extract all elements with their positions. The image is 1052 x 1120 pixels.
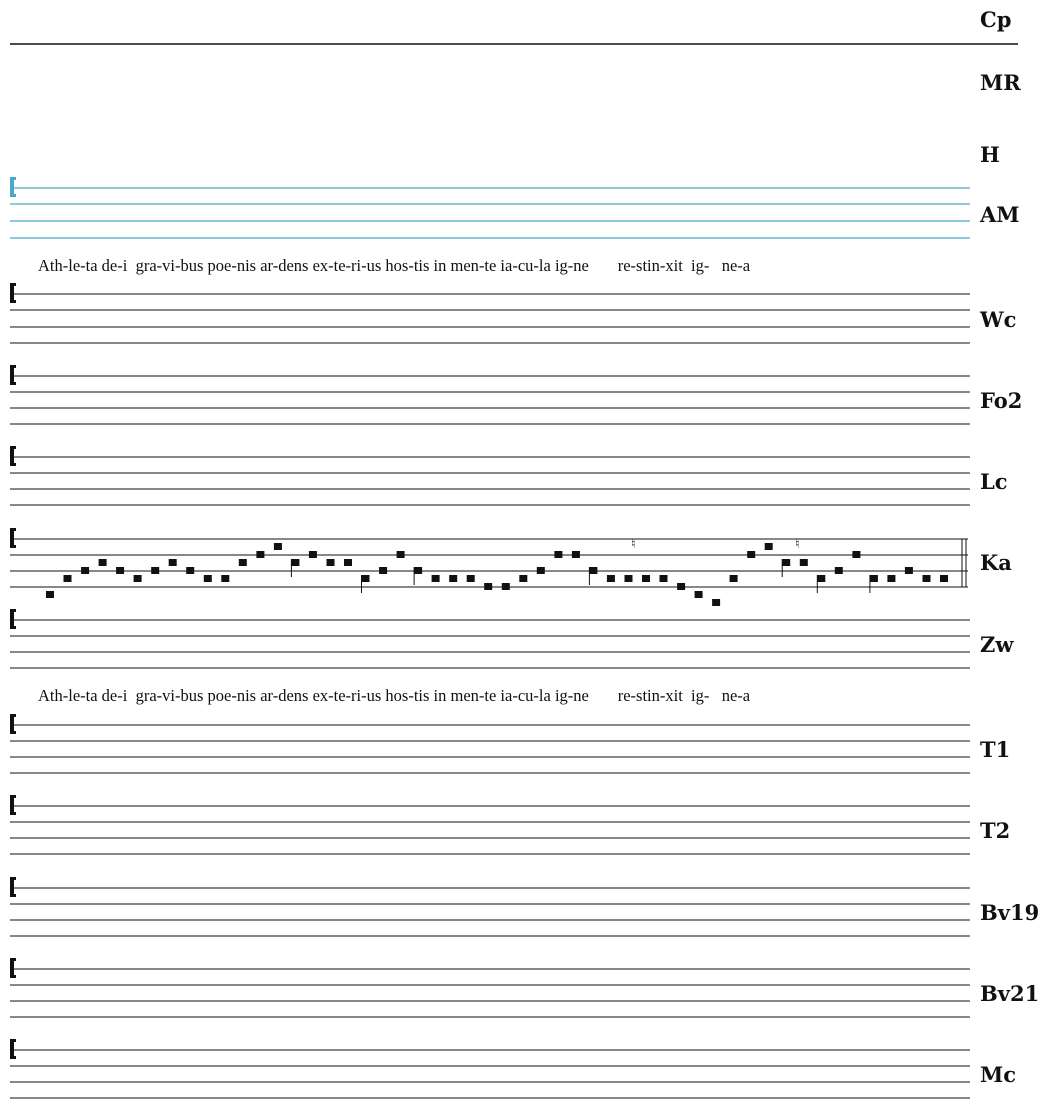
c-clef-icon bbox=[10, 528, 16, 548]
staff-t2[interactable] bbox=[10, 795, 970, 854]
siglum-t2[interactable]: T2 bbox=[980, 818, 1011, 843]
square-neume-icon bbox=[204, 575, 212, 582]
square-neume-icon bbox=[432, 575, 440, 582]
siglum-am[interactable]: AM bbox=[980, 202, 1020, 227]
staff-t1[interactable] bbox=[10, 714, 970, 773]
square-neume-icon bbox=[625, 575, 633, 582]
b-flat-icon: ♮ bbox=[631, 537, 636, 552]
c-clef-icon bbox=[10, 958, 16, 978]
square-neume-icon bbox=[765, 543, 773, 550]
c-clef-icon bbox=[10, 446, 16, 466]
ka-neumes bbox=[46, 543, 948, 606]
square-neume-icon bbox=[519, 575, 527, 582]
square-neume-icon bbox=[887, 575, 895, 582]
b-flat-icon: ♮ bbox=[795, 537, 800, 552]
c-clef-icon bbox=[10, 609, 16, 629]
square-neume-icon bbox=[905, 567, 913, 574]
square-neume-icon bbox=[99, 559, 107, 566]
square-neume-icon bbox=[116, 567, 124, 574]
square-neume-icon bbox=[291, 559, 299, 566]
square-neume-icon bbox=[677, 583, 685, 590]
square-neume-icon bbox=[554, 551, 562, 558]
square-neume-icon bbox=[642, 575, 650, 582]
c-clef-icon bbox=[10, 877, 16, 897]
siglum-cp[interactable]: Cp bbox=[980, 7, 1012, 32]
siglum-bv21[interactable]: Bv21 bbox=[980, 981, 1040, 1006]
square-neume-icon bbox=[256, 551, 264, 558]
siglum-mr[interactable]: MR bbox=[980, 70, 1021, 95]
c-clef-icon bbox=[10, 795, 16, 815]
siglum-lc[interactable]: Lc bbox=[980, 469, 1008, 494]
square-neume-icon bbox=[747, 551, 755, 558]
staff-zw[interactable] bbox=[10, 609, 970, 668]
c-clef-icon bbox=[10, 365, 16, 385]
c-clef-icon bbox=[10, 714, 16, 734]
square-neume-icon bbox=[379, 567, 387, 574]
square-neume-icon bbox=[537, 567, 545, 574]
square-neume-icon bbox=[362, 575, 370, 582]
staff-fo2[interactable] bbox=[10, 365, 970, 424]
siglum-zw[interactable]: Zw bbox=[980, 632, 1014, 657]
siglum-bv19[interactable]: Bv19 bbox=[980, 900, 1040, 925]
square-neume-icon bbox=[414, 567, 422, 574]
staff-lc[interactable] bbox=[10, 446, 970, 505]
square-neume-icon bbox=[607, 575, 615, 582]
square-neume-icon bbox=[327, 559, 335, 566]
square-neume-icon bbox=[589, 567, 597, 574]
c-clef-icon bbox=[10, 283, 16, 303]
square-neume-icon bbox=[502, 583, 510, 590]
square-neume-icon bbox=[151, 567, 159, 574]
square-neume-icon bbox=[64, 575, 72, 582]
square-neume-icon bbox=[852, 551, 860, 558]
siglum-fo2[interactable]: Fo2 bbox=[980, 388, 1023, 413]
square-neume-icon bbox=[835, 567, 843, 574]
c-clef-icon bbox=[10, 177, 16, 197]
square-neume-icon bbox=[81, 567, 89, 574]
square-neume-icon bbox=[239, 559, 247, 566]
square-neume-icon bbox=[274, 543, 282, 550]
square-neume-icon bbox=[660, 575, 668, 582]
staff-bv21[interactable] bbox=[10, 958, 970, 1017]
lyrics-line-2: Ath-le-ta de-i gra-vi-bus poe-nis ar-dens ex-te-ri-us hos-tis in men-te ia-cu-la ig-ne re-stin-xit ig- ne-a bbox=[38, 686, 751, 705]
square-neume-icon bbox=[344, 559, 352, 566]
siglum-mc[interactable]: Mc bbox=[980, 1062, 1017, 1087]
square-neume-icon bbox=[169, 559, 177, 566]
square-neume-icon bbox=[572, 551, 580, 558]
siglum-wc[interactable]: Wc bbox=[980, 307, 1017, 332]
lyrics-line-1: Ath-le-ta de-i gra-vi-bus poe-nis ar-dens ex-te-ri-us hos-tis in men-te ia-cu-la ig-ne re-stin-xit ig- ne-a bbox=[38, 256, 751, 275]
staff-bv19[interactable] bbox=[10, 877, 970, 936]
staff-wc[interactable] bbox=[10, 283, 970, 343]
square-neume-icon bbox=[397, 551, 405, 558]
square-neume-icon bbox=[449, 575, 457, 582]
siglum-h[interactable]: H bbox=[980, 142, 1000, 167]
square-neume-icon bbox=[46, 591, 54, 598]
square-neume-icon bbox=[800, 559, 808, 566]
square-neume-icon bbox=[484, 583, 492, 590]
square-neume-icon bbox=[134, 575, 142, 582]
square-neume-icon bbox=[186, 567, 194, 574]
square-neume-icon bbox=[309, 551, 317, 558]
square-neume-icon bbox=[695, 591, 703, 598]
square-neume-icon bbox=[940, 575, 948, 582]
staff-mc[interactable] bbox=[10, 1039, 970, 1098]
square-neume-icon bbox=[817, 575, 825, 582]
square-neume-icon bbox=[782, 559, 790, 566]
staff-ka[interactable] bbox=[10, 528, 968, 606]
square-neume-icon bbox=[923, 575, 931, 582]
square-neume-icon bbox=[221, 575, 229, 582]
siglum-t1[interactable]: T1 bbox=[980, 737, 1011, 762]
staff-am[interactable] bbox=[10, 177, 970, 238]
square-neume-icon bbox=[467, 575, 475, 582]
siglum-ka[interactable]: Ka bbox=[980, 550, 1012, 575]
square-neume-icon bbox=[730, 575, 738, 582]
c-clef-icon bbox=[10, 1039, 16, 1059]
square-neume-icon bbox=[712, 599, 720, 606]
square-neume-icon bbox=[870, 575, 878, 582]
